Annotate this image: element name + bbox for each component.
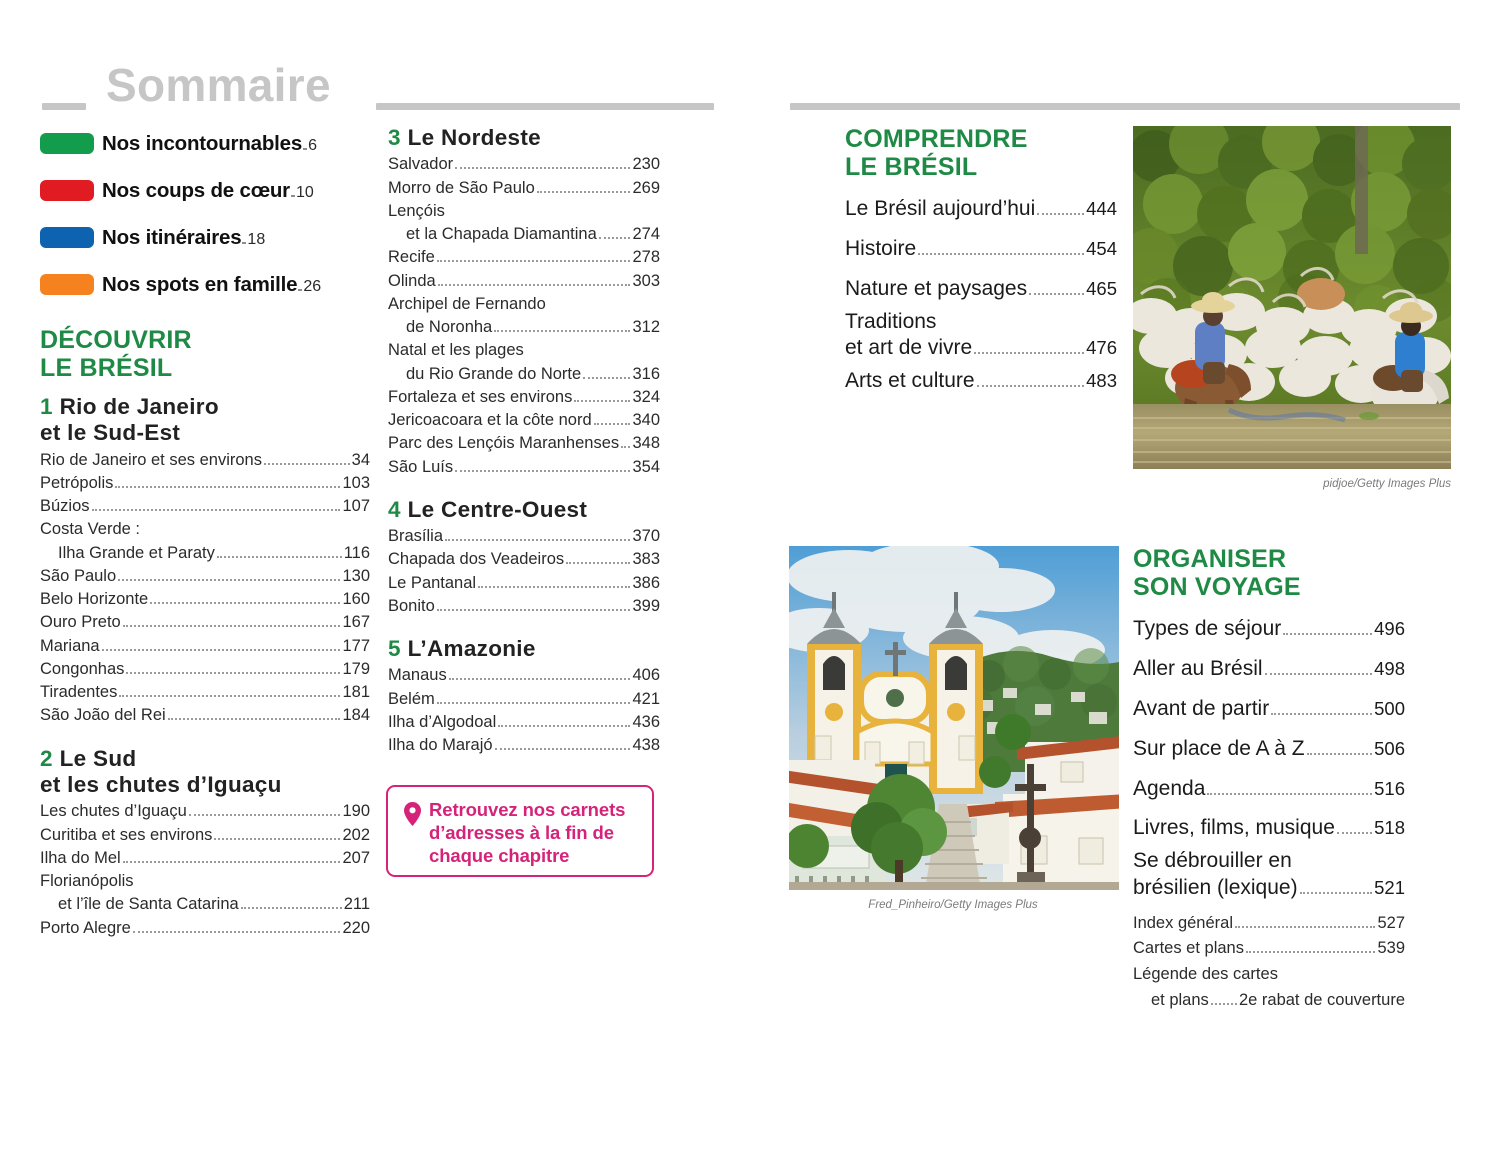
toc-entry-page: 278 bbox=[632, 248, 660, 267]
legend-item-page: 10 bbox=[295, 183, 314, 201]
photo-pantanal bbox=[1133, 126, 1451, 469]
toc-entry[interactable] bbox=[388, 595, 660, 618]
toc-entry-page: 438 bbox=[632, 736, 660, 755]
chapter-number: 4 bbox=[388, 496, 401, 522]
toc-entry-label: Tiradentes bbox=[40, 683, 118, 702]
section-title-line1: COMPRENDRE bbox=[845, 125, 1028, 153]
toc-entry-page: 116 bbox=[343, 543, 370, 562]
toc-entry[interactable] bbox=[1133, 769, 1405, 809]
toc-entry[interactable] bbox=[40, 518, 370, 541]
toc-entry-label: Aller au Brésil bbox=[1133, 656, 1263, 680]
toc-entry-label: Se débrouiller en bbox=[1133, 849, 1292, 873]
dot-leader bbox=[1265, 673, 1373, 675]
toc-entry-label: Les chutes d’Iguaçu bbox=[40, 802, 187, 821]
toc-entry-label: Florianópolis bbox=[40, 872, 134, 890]
chapter-title-line1: Le Centre-Ouest bbox=[407, 496, 588, 522]
toc-entry[interactable] bbox=[40, 472, 370, 495]
chapter-title-line1: Le Sud bbox=[59, 745, 137, 771]
section-title-decouvrir bbox=[40, 326, 370, 382]
toc-entry[interactable] bbox=[1133, 936, 1405, 962]
toc-entry-page: 521 bbox=[1374, 876, 1405, 898]
toc-entry-label: et art de vivre bbox=[845, 335, 973, 359]
toc-entry[interactable] bbox=[388, 200, 660, 223]
toc-entry[interactable] bbox=[40, 588, 370, 611]
toc-entry[interactable] bbox=[40, 847, 370, 870]
toc-entry[interactable] bbox=[40, 800, 370, 823]
dot-leader bbox=[102, 649, 341, 651]
toc-entry-page: 34 bbox=[351, 450, 370, 469]
toc-entry-page: 483 bbox=[1086, 370, 1117, 392]
dot-leader bbox=[478, 586, 630, 588]
dot-leader bbox=[214, 838, 340, 840]
toc-entry-label: Ouro Preto bbox=[40, 613, 121, 632]
toc-entry-page: 230 bbox=[632, 155, 660, 174]
toc-entry[interactable] bbox=[388, 409, 660, 432]
toc-entry-label: Porto Alegre bbox=[40, 918, 131, 937]
toc-entry-page: 354 bbox=[632, 457, 660, 476]
toc-entry[interactable] bbox=[845, 335, 1117, 361]
toc-entry-label: et l’île de Santa Catarina bbox=[58, 895, 239, 914]
toc-entry-page: 386 bbox=[632, 573, 660, 592]
toc-entry-label: Cartes et plans bbox=[1133, 939, 1244, 958]
toc-entry-label: Histoire bbox=[845, 236, 917, 260]
section-title-organiser bbox=[1133, 545, 1405, 601]
dot-leader bbox=[583, 377, 630, 379]
toc-entry-page: 207 bbox=[342, 848, 370, 867]
legend-item-page: 6 bbox=[308, 136, 317, 154]
toc-entry-label: Agenda bbox=[1133, 776, 1206, 800]
chapter-number: 5 bbox=[388, 636, 401, 662]
toc-entry-label: Arts et culture bbox=[845, 369, 975, 393]
toc-entry-label: Le Brésil aujourd’hui bbox=[845, 197, 1036, 220]
toc-entry-label: du Rio Grande do Norte bbox=[406, 364, 582, 383]
toc-entry[interactable] bbox=[845, 229, 1117, 269]
dot-leader bbox=[445, 539, 630, 541]
legend-color-swatch bbox=[40, 227, 94, 248]
toc-entry-page: 348 bbox=[632, 434, 660, 453]
dot-leader bbox=[1029, 293, 1084, 295]
toc-entry-page: 269 bbox=[632, 178, 660, 197]
toc-entry[interactable] bbox=[388, 270, 660, 293]
toc-entry-page: 506 bbox=[1374, 737, 1405, 759]
toc-entry-label: Lençóis bbox=[388, 201, 445, 220]
toc-entry-label: Légende des cartes bbox=[1133, 964, 1278, 983]
toc-entry-page: 421 bbox=[632, 689, 660, 708]
chapter-number: 3 bbox=[388, 125, 401, 150]
dot-leader bbox=[1037, 213, 1084, 215]
section-title-line2: LE BRÉSIL bbox=[845, 153, 978, 181]
toc-entry-page: 107 bbox=[342, 497, 370, 516]
toc-entry-label: Nature et paysages bbox=[845, 276, 1028, 300]
toc-entry-label: Jericoacoara et la côte nord bbox=[388, 411, 592, 430]
chapter-entry-list bbox=[388, 664, 660, 757]
toc-entry[interactable] bbox=[1133, 911, 1405, 937]
dot-leader bbox=[1271, 713, 1372, 715]
toc-entry-page: 406 bbox=[632, 666, 660, 685]
toc-entry[interactable] bbox=[388, 525, 660, 548]
toc-entry[interactable] bbox=[388, 548, 660, 571]
toc-entry[interactable] bbox=[40, 542, 370, 565]
page-title: Sommaire bbox=[106, 59, 331, 111]
header-rule-right bbox=[790, 103, 1460, 110]
toc-entry-label: Traditions bbox=[845, 309, 937, 333]
section-title-line2: LE BRÉSIL bbox=[40, 354, 173, 382]
toc-entry[interactable] bbox=[40, 893, 370, 916]
toc-entry-label: Bonito bbox=[388, 596, 435, 615]
toc-entry-page: 444 bbox=[1086, 198, 1117, 219]
chapter-list-column-two bbox=[388, 125, 660, 757]
callout-text bbox=[429, 799, 625, 868]
dot-leader bbox=[298, 289, 302, 291]
toc-entry[interactable] bbox=[40, 917, 370, 940]
chapter-title-line1: Le Nordeste bbox=[407, 125, 541, 150]
dot-leader bbox=[1337, 832, 1372, 834]
dot-leader bbox=[118, 579, 340, 581]
dot-leader bbox=[918, 253, 1084, 255]
chapter-heading[interactable] bbox=[40, 394, 370, 447]
toc-entry-page: 220 bbox=[342, 918, 370, 937]
column-three bbox=[845, 125, 1117, 401]
toc-entry-page: 399 bbox=[632, 596, 660, 615]
toc-entry-page: 181 bbox=[342, 683, 370, 702]
chapter-title-line2: et le Sud-Est bbox=[40, 420, 181, 446]
toc-entry[interactable] bbox=[40, 565, 370, 588]
dot-leader bbox=[1211, 1003, 1237, 1005]
toc-entry-page: 516 bbox=[1374, 777, 1405, 799]
toc-entry-label: Mariana bbox=[40, 636, 100, 655]
legend-list bbox=[40, 120, 370, 308]
toc-entry-page: 498 bbox=[1374, 657, 1405, 679]
dot-leader bbox=[123, 625, 341, 627]
toc-entry[interactable] bbox=[388, 246, 660, 269]
toc-entry-label: Ilha Grande et Paraty bbox=[58, 543, 215, 562]
dot-leader bbox=[437, 609, 631, 611]
dot-leader bbox=[449, 678, 631, 680]
toc-entry-page: 518 bbox=[1374, 817, 1405, 839]
toc-entry-label: São Paulo bbox=[40, 566, 117, 585]
toc-entry-label: Congonhas bbox=[40, 659, 125, 678]
callout-line-1: Retrouvez nos carnets bbox=[429, 799, 626, 820]
toc-entry[interactable] bbox=[845, 361, 1117, 401]
toc-entry-page: 454 bbox=[1086, 237, 1117, 259]
legend-item-page: 18 bbox=[247, 230, 266, 248]
dot-leader bbox=[126, 672, 340, 674]
toc-entry-label: Sur place de A à Z bbox=[1133, 736, 1305, 760]
toc-entry-label: Belo Horizonte bbox=[40, 590, 149, 609]
dot-leader bbox=[1246, 951, 1375, 953]
column-two bbox=[388, 125, 660, 757]
toc-entry[interactable] bbox=[40, 449, 370, 472]
dot-leader bbox=[455, 167, 630, 169]
legend-item-label: Nos coups de cœur bbox=[102, 178, 290, 202]
legend-color-swatch bbox=[40, 133, 94, 154]
chapter-entry-list bbox=[40, 800, 370, 940]
toc-entry-label: Fortaleza et ses environs bbox=[388, 387, 573, 406]
toc-entry[interactable] bbox=[40, 658, 370, 681]
toc-entry[interactable] bbox=[388, 386, 660, 409]
dot-leader bbox=[242, 242, 246, 244]
toc-entry-label: São Luís bbox=[388, 457, 454, 476]
section-title-line1: ORGANISER bbox=[1133, 545, 1287, 573]
dot-leader bbox=[437, 702, 631, 704]
dot-leader bbox=[437, 260, 631, 262]
toc-entry-label: de Noronha bbox=[406, 318, 493, 337]
section-title-line1: DÉCOUVRIR bbox=[40, 326, 192, 354]
toc-entry-page: 496 bbox=[1374, 618, 1405, 639]
toc-entry[interactable] bbox=[1133, 875, 1405, 901]
dot-leader bbox=[1235, 926, 1375, 928]
toc-entry[interactable] bbox=[1133, 962, 1405, 988]
toc-entry-page: 274 bbox=[632, 225, 660, 244]
callout-line-3: chaque chapitre bbox=[429, 844, 570, 866]
toc-entry-label: Archipel de Fernando bbox=[388, 294, 546, 313]
toc-entry-page: 500 bbox=[1374, 697, 1405, 719]
chapter-title-line1: Rio de Janeiro bbox=[59, 394, 219, 419]
dot-leader bbox=[168, 718, 341, 720]
toc-entry-label: Natal et les plages bbox=[388, 341, 524, 360]
chapter-heading[interactable] bbox=[388, 125, 660, 151]
toc-entry-page: 465 bbox=[1086, 277, 1117, 299]
toc-entry-page: 340 bbox=[632, 411, 660, 430]
legend-item-label: Nos itinéraires bbox=[102, 225, 242, 249]
comprendre-entry-list bbox=[845, 189, 1117, 401]
toc-entry-label: Costa Verde : bbox=[40, 520, 140, 539]
dot-leader bbox=[133, 931, 341, 933]
chapter-list-column-one bbox=[40, 394, 370, 940]
toc-entry[interactable] bbox=[388, 339, 660, 362]
callout-line-2: d’adresses à la fin de bbox=[429, 821, 614, 843]
dot-leader bbox=[115, 486, 340, 488]
toc-entry[interactable] bbox=[40, 824, 370, 847]
toc-entry[interactable] bbox=[40, 635, 370, 658]
toc-entry[interactable] bbox=[388, 316, 660, 339]
toc-entry-page: 184 bbox=[342, 706, 370, 725]
organiser-tail-list bbox=[1133, 911, 1405, 1013]
legend-item-label: Nos spots en famille bbox=[102, 272, 298, 296]
toc-entry[interactable] bbox=[40, 870, 370, 893]
dot-leader bbox=[150, 602, 340, 604]
toc-entry[interactable] bbox=[388, 688, 660, 711]
dot-leader bbox=[1283, 633, 1372, 635]
toc-entry-label: Petrópolis bbox=[40, 473, 114, 492]
toc-entry[interactable] bbox=[40, 495, 370, 518]
dot-leader bbox=[977, 385, 1085, 387]
photo-caption-pantanal: pidjoe/Getty Images Plus bbox=[1323, 478, 1451, 490]
toc-entry-page: 316 bbox=[632, 364, 660, 383]
toc-entry[interactable] bbox=[845, 269, 1117, 309]
toc-entry[interactable] bbox=[1133, 848, 1405, 874]
toc-entry[interactable] bbox=[388, 223, 660, 246]
toc-entry[interactable] bbox=[388, 572, 660, 595]
toc-entry[interactable] bbox=[40, 681, 370, 704]
toc-entry-label: Ilha do Mel bbox=[40, 848, 121, 867]
toc-entry[interactable] bbox=[1133, 609, 1405, 649]
toc-entry-label: Rio de Janeiro et ses environs bbox=[40, 450, 262, 469]
dot-leader bbox=[974, 352, 1084, 354]
callout-box bbox=[386, 785, 654, 877]
header-rule-middle bbox=[376, 103, 714, 110]
column-four bbox=[1133, 545, 1405, 1013]
legend-item-page: 26 bbox=[303, 277, 322, 295]
legend-color-swatch bbox=[40, 180, 94, 201]
page-header bbox=[0, 32, 1500, 111]
map-pin-icon bbox=[404, 802, 421, 826]
chapter-entry-list bbox=[388, 153, 660, 479]
toc-entry-label: Recife bbox=[388, 248, 435, 267]
organiser-entry-list bbox=[1133, 609, 1405, 901]
toc-entry-page: 167 bbox=[342, 613, 370, 632]
chapter-heading[interactable] bbox=[388, 497, 660, 523]
legend-item[interactable] bbox=[40, 261, 370, 308]
toc-entry-label: Le Pantanal bbox=[388, 573, 477, 592]
dot-leader bbox=[123, 861, 341, 863]
toc-entry[interactable] bbox=[388, 456, 660, 479]
dot-leader bbox=[1207, 793, 1372, 795]
toc-entry[interactable] bbox=[388, 177, 660, 200]
toc-entry-label: Types de séjour bbox=[1133, 617, 1282, 640]
toc-entry[interactable] bbox=[40, 611, 370, 634]
dot-leader bbox=[119, 695, 340, 697]
dot-leader bbox=[189, 814, 341, 816]
toc-entry[interactable] bbox=[388, 664, 660, 687]
header-rule-left bbox=[42, 103, 86, 110]
toc-entry-page: 202 bbox=[342, 825, 370, 844]
chapter-entry-list bbox=[40, 449, 370, 728]
toc-entry-page: 383 bbox=[632, 550, 660, 569]
photo-caption-ouropreto: Fred_Pinheiro/Getty Images Plus bbox=[868, 899, 1038, 911]
dot-leader bbox=[217, 556, 342, 558]
dot-leader bbox=[498, 725, 630, 727]
section-title-line2: SON VOYAGE bbox=[1133, 573, 1301, 601]
dot-leader bbox=[264, 463, 350, 465]
toc-entry[interactable] bbox=[845, 309, 1117, 335]
legend-item[interactable] bbox=[40, 167, 370, 214]
toc-entry-page: 436 bbox=[632, 712, 660, 731]
toc-entry-label: Brasília bbox=[388, 527, 444, 546]
toc-entry[interactable] bbox=[40, 704, 370, 727]
chapter-title-line1: L’Amazonie bbox=[407, 636, 536, 662]
toc-entry-page: 539 bbox=[1377, 939, 1405, 958]
dot-leader bbox=[494, 330, 630, 332]
toc-entry[interactable] bbox=[388, 153, 660, 176]
toc-entry-label: et la Chapada Diamantina bbox=[406, 225, 597, 244]
photo-ouropreto bbox=[789, 546, 1119, 890]
toc-entry-label: Manaus bbox=[388, 666, 447, 685]
toc-entry[interactable] bbox=[1133, 649, 1405, 689]
dot-leader bbox=[537, 191, 631, 193]
toc-entry-page: 130 bbox=[342, 566, 370, 585]
section-title-comprendre bbox=[845, 125, 1117, 181]
dot-leader bbox=[566, 562, 630, 564]
chapter-title-line2: et les chutes d’Iguaçu bbox=[40, 771, 282, 797]
toc-entry-label: Avant de partir bbox=[1133, 696, 1270, 720]
chapter-heading[interactable] bbox=[40, 746, 370, 799]
toc-entry-label: Olinda bbox=[388, 271, 436, 290]
toc-entry-page: 211 bbox=[343, 895, 370, 914]
toc-entry[interactable] bbox=[1133, 988, 1405, 1014]
toc-entry[interactable] bbox=[388, 432, 660, 455]
toc-entry-page: 312 bbox=[632, 318, 660, 337]
toc-entry-label: Curitiba et ses environs bbox=[40, 825, 213, 844]
toc-entry-page: 527 bbox=[1377, 913, 1405, 932]
dot-leader bbox=[495, 748, 631, 750]
toc-entry-label: et plans bbox=[1151, 990, 1209, 1009]
dot-leader bbox=[574, 400, 630, 402]
dot-leader bbox=[621, 446, 630, 448]
toc-entry[interactable] bbox=[1133, 808, 1405, 848]
legend-item[interactable] bbox=[40, 214, 370, 261]
dot-leader bbox=[438, 284, 631, 286]
toc-entry-label: Búzios bbox=[40, 497, 90, 516]
dot-leader bbox=[599, 237, 631, 239]
toc-entry-label: São João del Rei bbox=[40, 706, 166, 725]
toc-entry-page: 303 bbox=[632, 271, 660, 290]
toc-entry-page: 476 bbox=[1086, 336, 1117, 358]
chapter-number: 2 bbox=[40, 745, 53, 771]
legend-color-swatch bbox=[40, 274, 94, 295]
toc-entry[interactable] bbox=[1133, 729, 1405, 769]
toc-entry-label: Livres, films, musique bbox=[1133, 816, 1335, 840]
toc-entry[interactable] bbox=[388, 734, 660, 757]
dot-leader bbox=[1307, 753, 1373, 755]
toc-entry[interactable] bbox=[845, 189, 1117, 229]
toc-entry-page: 2e rabat de couverture bbox=[1238, 990, 1405, 1009]
toc-entry-page: 103 bbox=[342, 473, 370, 492]
toc-entry-page: 179 bbox=[342, 659, 370, 678]
toc-entry[interactable] bbox=[1133, 689, 1405, 729]
toc-entry-label: Ilha d’Algodoal bbox=[388, 712, 497, 731]
toc-entry[interactable] bbox=[388, 363, 660, 386]
legend-item[interactable] bbox=[40, 120, 370, 167]
toc-entry-label: Belém bbox=[388, 689, 435, 708]
toc-entry-page: 160 bbox=[342, 590, 370, 609]
toc-entry-page: 324 bbox=[632, 387, 660, 406]
toc-entry-page: 190 bbox=[342, 802, 370, 821]
toc-entry[interactable] bbox=[388, 293, 660, 316]
column-one bbox=[40, 120, 370, 940]
dot-leader bbox=[291, 195, 295, 197]
toc-entry-label: Ilha do Marajó bbox=[388, 736, 493, 755]
toc-entry-label: Chapada dos Veadeiros bbox=[388, 550, 565, 569]
legend-item-label: Nos incontournables bbox=[102, 131, 303, 155]
toc-entry-label: brésilien (lexique) bbox=[1133, 875, 1298, 899]
toc-entry-label: Salvador bbox=[388, 155, 454, 174]
toc-entry-page: 370 bbox=[632, 527, 660, 546]
dot-leader bbox=[92, 509, 341, 511]
dot-leader bbox=[303, 148, 307, 150]
toc-entry-label: Morro de São Paulo bbox=[388, 178, 535, 197]
chapter-heading[interactable] bbox=[388, 636, 660, 662]
toc-entry[interactable] bbox=[388, 711, 660, 734]
toc-entry-label: Parc des Lençóis Maranhenses bbox=[388, 434, 620, 453]
chapter-entry-list bbox=[388, 525, 660, 618]
dot-leader bbox=[455, 470, 630, 472]
dot-leader bbox=[594, 423, 631, 425]
dot-leader bbox=[1300, 892, 1373, 894]
chapter-number: 1 bbox=[40, 394, 53, 419]
toc-entry-page: 177 bbox=[342, 636, 370, 655]
toc-entry-label: Index général bbox=[1133, 913, 1233, 932]
dot-leader bbox=[241, 907, 342, 909]
